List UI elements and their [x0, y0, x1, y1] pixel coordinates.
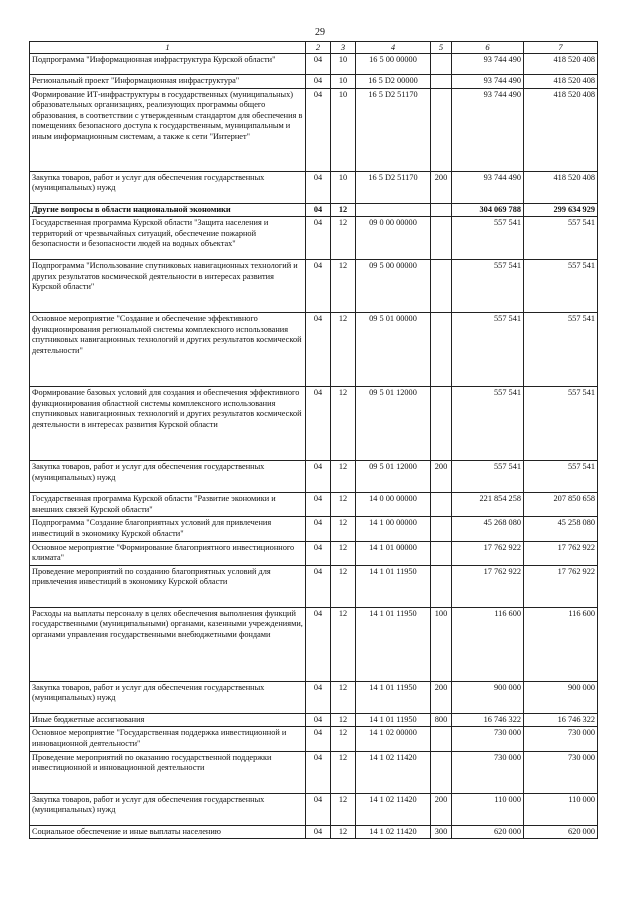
target-item-code: 14 0 00 00000 — [356, 493, 431, 517]
table-row — [30, 75, 598, 89]
table-row — [30, 825, 598, 839]
amount-col6: 557 541 — [452, 217, 524, 260]
subsection-code: 12 — [331, 517, 356, 541]
expense-type-code: 200 — [431, 681, 452, 713]
amount-col7: 557 541 — [524, 387, 598, 461]
expense-type-code: 800 — [431, 713, 452, 727]
column-number: 7 — [524, 42, 598, 54]
target-item-code — [356, 203, 431, 217]
budget-table — [29, 41, 598, 839]
expense-type-code — [431, 493, 452, 517]
column-number: 4 — [356, 42, 431, 54]
amount-col7: 557 541 — [524, 260, 598, 313]
expense-type-code — [431, 313, 452, 387]
expense-type-code — [431, 75, 452, 89]
section-code: 04 — [306, 203, 331, 217]
table-row — [30, 88, 598, 171]
subsection-code: 12 — [331, 751, 356, 793]
expense-type-code: 100 — [431, 607, 452, 681]
row-name: Социальное обеспечение и иные выплаты населению — [30, 825, 306, 839]
amount-col6: 17 762 922 — [452, 541, 524, 565]
target-item-code: 09 0 00 00000 — [356, 217, 431, 260]
amount-col7: 418 520 408 — [524, 54, 598, 75]
row-name: Подпрограмма "Информационная инфраструктура Курской области" — [30, 54, 306, 75]
subsection-code: 10 — [331, 75, 356, 89]
amount-col6: 93 744 490 — [452, 54, 524, 75]
subsection-code: 12 — [331, 493, 356, 517]
amount-col6: 17 762 922 — [452, 565, 524, 607]
amount-col6: 557 541 — [452, 260, 524, 313]
target-item-code: 14 1 01 11950 — [356, 565, 431, 607]
target-item-code: 09 5 01 12000 — [356, 461, 431, 493]
target-item-code: 14 1 01 11950 — [356, 607, 431, 681]
target-item-code: 14 1 02 00000 — [356, 727, 431, 751]
table-row — [30, 313, 598, 387]
amount-col6: 16 746 322 — [452, 713, 524, 727]
subsection-code: 12 — [331, 260, 356, 313]
amount-col7: 299 634 929 — [524, 203, 598, 217]
expense-type-code: 200 — [431, 793, 452, 825]
table-row — [30, 493, 598, 517]
section-code: 04 — [306, 54, 331, 75]
amount-col6: 730 000 — [452, 751, 524, 793]
table-row — [30, 387, 598, 461]
amount-col7: 17 762 922 — [524, 565, 598, 607]
table-row — [30, 607, 598, 681]
subsection-code: 10 — [331, 54, 356, 75]
expense-type-code: 200 — [431, 461, 452, 493]
target-item-code: 14 1 02 11420 — [356, 751, 431, 793]
table-row — [30, 681, 598, 713]
amount-col6: 900 000 — [452, 681, 524, 713]
subsection-code: 12 — [331, 727, 356, 751]
section-code: 04 — [306, 461, 331, 493]
amount-col7: 17 762 922 — [524, 541, 598, 565]
amount-col7: 418 520 408 — [524, 75, 598, 89]
row-name: Формирование базовых условий для создания и обеспечения эффективного функционирования областной системы комплексного использования спутниковых навигационных технологий и других результатов космической деятельности в интересах развития Курской области — [30, 387, 306, 461]
amount-col7: 557 541 — [524, 461, 598, 493]
amount-col6: 557 541 — [452, 461, 524, 493]
section-code: 04 — [306, 217, 331, 260]
amount-col6: 304 069 788 — [452, 203, 524, 217]
target-item-code: 14 1 01 11950 — [356, 681, 431, 713]
table-row — [30, 751, 598, 793]
row-name: Проведение мероприятий по созданию благоприятных условий для привлечения инвестиций в экономику Курской области — [30, 565, 306, 607]
amount-col7: 900 000 — [524, 681, 598, 713]
table-row — [30, 260, 598, 313]
row-name: Основное мероприятие "Формирование благоприятного инвестиционного климата" — [30, 541, 306, 565]
section-code: 04 — [306, 751, 331, 793]
amount-col7: 418 520 408 — [524, 88, 598, 171]
table-row — [30, 793, 598, 825]
row-name: Проведение мероприятий по оказанию государственной поддержки инвестиционной и инновационной деятельности — [30, 751, 306, 793]
row-name: Закупка товаров, работ и услуг для обеспечения государственных (муниципальных) нужд — [30, 171, 306, 203]
expense-type-code — [431, 565, 452, 607]
row-name: Закупка товаров, работ и услуг для обеспечения государственных (муниципальных) нужд — [30, 793, 306, 825]
subsection-code: 12 — [331, 607, 356, 681]
section-code: 04 — [306, 313, 331, 387]
table-row — [30, 54, 598, 75]
target-item-code: 14 1 01 00000 — [356, 541, 431, 565]
amount-col6: 45 268 080 — [452, 517, 524, 541]
expense-type-code — [431, 54, 452, 75]
target-item-code: 16 5 D2 51170 — [356, 88, 431, 171]
section-code: 04 — [306, 607, 331, 681]
table-row — [30, 203, 598, 217]
column-number: 3 — [331, 42, 356, 54]
amount-col6: 93 744 490 — [452, 88, 524, 171]
amount-col6: 93 744 490 — [452, 75, 524, 89]
amount-col6: 557 541 — [452, 313, 524, 387]
subsection-code: 12 — [331, 461, 356, 493]
row-name: Государственная программа Курской области "Защита населения и территорий от чрезвычайных ситуаций, обеспечение пожарной безопасности и безопасности людей на водных объектах" — [30, 217, 306, 260]
row-name: Закупка товаров, работ и услуг для обеспечения государственных (муниципальных) нужд — [30, 461, 306, 493]
section-code: 04 — [306, 260, 331, 313]
subsection-code: 12 — [331, 203, 356, 217]
table-row — [30, 217, 598, 260]
row-name: Расходы на выплаты персоналу в целях обеспечения выполнения функций государственными (муниципальными) органами, казенными учреждениями, органами управления государственными внебюджетными фондами — [30, 607, 306, 681]
amount-col7: 557 541 — [524, 217, 598, 260]
target-item-code: 14 1 02 11420 — [356, 825, 431, 839]
expense-type-code — [431, 751, 452, 793]
section-code: 04 — [306, 727, 331, 751]
table-body — [30, 54, 598, 839]
column-number: 5 — [431, 42, 452, 54]
column-number: 1 — [30, 42, 306, 54]
amount-col7: 730 000 — [524, 751, 598, 793]
amount-col7: 110 000 — [524, 793, 598, 825]
table-row — [30, 727, 598, 751]
section-code: 04 — [306, 517, 331, 541]
table-row — [30, 517, 598, 541]
expense-type-code: 300 — [431, 825, 452, 839]
subsection-code: 12 — [331, 387, 356, 461]
row-name: Иные бюджетные ассигнования — [30, 713, 306, 727]
section-code: 04 — [306, 793, 331, 825]
target-item-code: 09 5 00 00000 — [356, 260, 431, 313]
expense-type-code: 200 — [431, 171, 452, 203]
row-name: Государственная программа Курской области "Развитие экономики и внешних связей Курской области" — [30, 493, 306, 517]
expense-type-code — [431, 541, 452, 565]
expense-type-code — [431, 88, 452, 171]
page-number: 29 — [315, 27, 325, 38]
amount-col6: 620 000 — [452, 825, 524, 839]
section-code: 04 — [306, 171, 331, 203]
subsection-code: 10 — [331, 88, 356, 171]
target-item-code: 14 1 00 00000 — [356, 517, 431, 541]
subsection-code: 12 — [331, 825, 356, 839]
amount-col6: 110 000 — [452, 793, 524, 825]
amount-col6: 730 000 — [452, 727, 524, 751]
target-item-code: 16 5 D2 00000 — [356, 75, 431, 89]
section-code: 04 — [306, 88, 331, 171]
table-row — [30, 713, 598, 727]
target-item-code: 14 1 01 11950 — [356, 713, 431, 727]
column-number: 6 — [452, 42, 524, 54]
table-row — [30, 565, 598, 607]
expense-type-code — [431, 260, 452, 313]
row-name: Закупка товаров, работ и услуг для обеспечения государственных (муниципальных) нужд — [30, 681, 306, 713]
amount-col7: 116 600 — [524, 607, 598, 681]
expense-type-code — [431, 727, 452, 751]
section-code: 04 — [306, 541, 331, 565]
expense-type-code — [431, 217, 452, 260]
amount-col7: 207 850 658 — [524, 493, 598, 517]
section-code: 04 — [306, 565, 331, 607]
target-item-code: 14 1 02 11420 — [356, 793, 431, 825]
row-name: Подпрограмма "Использование спутниковых навигационных технологий и других результатов космической деятельности в интересах развития Курской области" — [30, 260, 306, 313]
amount-col7: 16 746 322 — [524, 713, 598, 727]
expense-type-code — [431, 203, 452, 217]
row-name: Другие вопросы в области национальной экономики — [30, 203, 306, 217]
section-code: 04 — [306, 681, 331, 713]
section-code: 04 — [306, 387, 331, 461]
amount-col7: 730 000 — [524, 727, 598, 751]
section-code: 04 — [306, 75, 331, 89]
expense-type-code — [431, 517, 452, 541]
table-row — [30, 171, 598, 203]
expense-type-code — [431, 387, 452, 461]
target-item-code: 09 5 01 00000 — [356, 313, 431, 387]
subsection-code: 12 — [331, 793, 356, 825]
subsection-code: 12 — [331, 217, 356, 260]
column-number-row — [30, 42, 598, 54]
subsection-code: 12 — [331, 541, 356, 565]
amount-col6: 93 744 490 — [452, 171, 524, 203]
amount-col7: 620 000 — [524, 825, 598, 839]
section-code: 04 — [306, 825, 331, 839]
amount-col7: 418 520 408 — [524, 171, 598, 203]
subsection-code: 12 — [331, 565, 356, 607]
amount-col6: 221 854 258 — [452, 493, 524, 517]
section-code: 04 — [306, 713, 331, 727]
row-name: Формирование ИТ-инфраструктуры в государственных (муниципальных) образовательных организациях, реализующих программы общего образования, в соответствии с утвержденным стандартом для обеспечения в помещениях безопасного доступа к государственным, муниципальным и иным информационным системам, а также к сети "Интернет" — [30, 88, 306, 171]
row-name: Подпрограмма "Создание благоприятных условий для привлечения инвестиций в экономику Курской области" — [30, 517, 306, 541]
target-item-code: 16 5 D2 51170 — [356, 171, 431, 203]
target-item-code: 09 5 01 12000 — [356, 387, 431, 461]
amount-col7: 45 258 080 — [524, 517, 598, 541]
section-code: 04 — [306, 493, 331, 517]
column-number: 2 — [306, 42, 331, 54]
row-name: Основное мероприятие "Создание и обеспечение эффективного функционирования региональной системы комплексного использования спутниковых навигационных технологий и других результатов космической деятельности" — [30, 313, 306, 387]
table-row — [30, 541, 598, 565]
row-name: Региональный проект "Информационная инфраструктура" — [30, 75, 306, 89]
subsection-code: 12 — [331, 681, 356, 713]
row-name: Основное мероприятие "Государственная поддержка инвестиционной и инновационной деятельности" — [30, 727, 306, 751]
amount-col6: 557 541 — [452, 387, 524, 461]
table-row — [30, 461, 598, 493]
subsection-code: 12 — [331, 713, 356, 727]
target-item-code: 16 5 00 00000 — [356, 54, 431, 75]
amount-col6: 116 600 — [452, 607, 524, 681]
subsection-code: 10 — [331, 171, 356, 203]
subsection-code: 12 — [331, 313, 356, 387]
amount-col7: 557 541 — [524, 313, 598, 387]
